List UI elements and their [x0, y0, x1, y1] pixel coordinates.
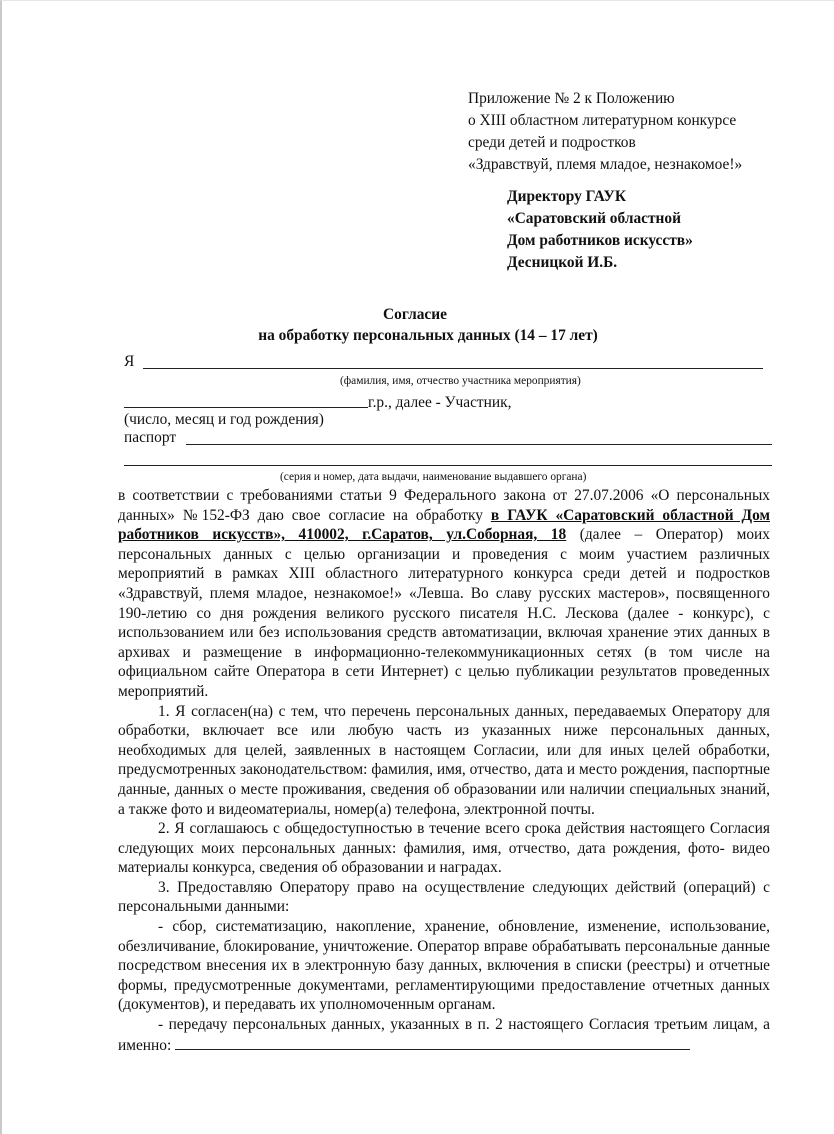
consent-paragraph-2: 2. Я соглашаюсь с общедоступностью в течение всего срока действия настоящего Согласия следующих моих персональных данных: фамилия, имя, отчество, дата рождения, фото- видео материалы конкурса, сведения об образовании и наградах. — [118, 820, 770, 877]
consent-body — [118, 486, 770, 1055]
passport-caption: (серия и номер, дата выдачи, наименование выдавшего органа) — [280, 471, 587, 483]
third-party-field-line[interactable] — [175, 1035, 690, 1050]
transfer-text: - передачу персональных данных, указанных в п. 2 настоящего Согласия третьим лицам, а именно: — [118, 1016, 770, 1054]
passport-label: паспорт — [124, 429, 177, 446]
document-title: Согласие — [383, 306, 447, 323]
document-subtitle: на обработку персональных данных (14 – 17 лет) — [258, 327, 598, 344]
addressee-line: Дом работников искусств» — [507, 232, 693, 249]
addressee-block — [507, 186, 693, 274]
consent-paragraph-intro — [118, 486, 770, 702]
annex-line: Приложение № 2 к Положению — [468, 90, 675, 107]
consent-paragraph-actions: - сбор, систематизацию, накопление, хранение, обновление, изменение, использование, обезличивание, блокирование, уничтожение. Оператор вправе обрабатывать персональные данные посредством внесения их в электронную базу данных, включения в списки (реестры) и отчетные формы, предусмотренные документами, регламентирующими предоставление отчетных данных (документов), и передавать их уполномоченным органам. — [118, 918, 770, 1014]
birth-caption: (число, месяц и год рождения) — [124, 411, 324, 428]
annex-line: «Здравствуй, племя младое, незнакомое!» — [468, 156, 743, 173]
annex-line: среди детей и подростков — [468, 134, 636, 151]
intro-text-a: в соответствии с требованиями статьи 9 Федерального закона от 27.07.2006 «О персональных данных» №152-ФЗ даю свое согласие на обработку — [118, 487, 770, 524]
intro-text-c: (далее – Оператор) моих персональных данных с целью организации и проведения с моим участием различных мероприятий в рамках XIII областного литературного конкурса среди детей и подростков «Здравствуй, племя младое, незнакомое!» «Левша. Во славу русских мастеров», посвященного 190-летию со дня рождения великого русского писателя Н.С. Лескова (далее - конкурс), с использованием или без использования средств автоматизации, включая хранение этих данных в архивах и размещение в информационно-телекоммуникационных сетях (в том числе на официальном сайте Оператора в сети Интернет) с целью публикации результатов проведенных мероприятий. — [118, 526, 770, 700]
consent-paragraph-1: 1. Я согласен(на) с тем, что перечень персональных данных, передаваемых Оператору для обработки, включает все или любую часть из указанных ниже персональных данных, необходимых для целей, заявленных в настоящем Согласии, или для иных целей обработки, предусмотренных законодательством: фамилия, имя, отчество, дата и место рождения, паспортные данные, данных о месте проживания, сведения об образовании или наличии специальных знаний, а также фото и видеоматериалы, номер(а) телефона, электронной почты. — [118, 702, 770, 818]
addressee-line: «Саратовский областной — [507, 210, 681, 227]
ya-label: Я — [124, 353, 135, 370]
birth-date-field-line[interactable] — [124, 407, 368, 408]
annex-header — [468, 88, 742, 176]
consent-paragraph-transfer — [118, 1015, 770, 1055]
fio-caption: (фамилия, имя, отчество участника мероприятия) — [340, 375, 581, 387]
consent-paragraph-3: 3. Предоставляю Оператору право на осуществление следующих действий (операций) с персональными данными: — [118, 878, 770, 916]
passport-field-line-2[interactable] — [124, 465, 772, 466]
addressee-line: Десницкой И.Б. — [507, 254, 618, 271]
passport-field-line-1[interactable] — [186, 444, 772, 445]
birth-suffix-label: г.р., далее - Участник, — [368, 394, 512, 411]
operator-name-address: в ГАУК «Саратовский областной Дом работников искусств», 410002, г.Саратов, ул.Соборная, 18 — [118, 506, 770, 544]
fio-field-line[interactable] — [143, 368, 763, 369]
annex-line: о XIII областном литературном конкурсе — [468, 112, 737, 129]
addressee-line: Директору ГАУК — [507, 188, 626, 205]
